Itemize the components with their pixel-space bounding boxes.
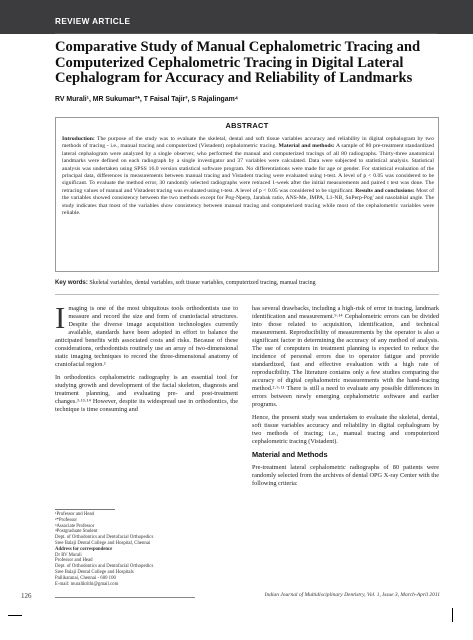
footnote-affiliation-3: ³Associate Professor xyxy=(55,523,95,529)
intro-paragraph-2: In orthodontics cephalometric radiography is an essential tool for studying growth and development of the facial skeleton, diagnosis and treatment planning, and evaluating pre- and post-treatment changes.³·¹³·¹⁴ However, despite its widespread use in orthodontics, the technique is time consuming and xyxy=(55,374,238,413)
footnote-affiliation-1: ¹Professor and Head xyxy=(55,512,95,517)
keywords-rule xyxy=(55,294,439,295)
correspondence-label: Address for correspondence xyxy=(55,546,113,552)
keywords xyxy=(55,279,439,288)
footer-rule xyxy=(55,597,195,598)
abstract-methods-text: A sample of 80 pre-treatment standardized lateral cephalogram were analyzed by a single observer, who performed the manual and computerized tracings of all 80 radiographs. Thirty-three anatomical landmarks were defined on each radiograph by a single investigator and 37 variables were calculated. Data were subjected to statistical analysis. Statistical analysis was undertaken using SPSS 16.0 version statistical software program. No differentiations were made for age or gender. For statistical evaluation of the principal data, differences in measurements between manual tracing and Vistadent tracing were evaluated using t-test. A level of p < 0.05 was considered to be significant. To evaluate the method error, 30 randomly selected radiographs were retraced 1-week after the initial measurements and paired t test was done. The retracing values of manual and Vistadent tracing was evaluated using t-test. A level of p < 0.05 was considered to be significant. xyxy=(62,143,435,194)
abstract-methods-label: Material and methods: xyxy=(278,143,335,150)
intro-paragraph-1 xyxy=(55,300,238,369)
page-number: 126 xyxy=(21,592,32,600)
article-authors: RV Murali¹, MR Sukumar²*, T Faisal Tajir³, S Rajalingam⁴ xyxy=(55,96,239,103)
abstract-intro-text: The purpose of the study was to evaluate the skeletal, dental and soft tissue variables accuracy and reliability in digital cephalogram by two methods of tracing - i.e., manual tracing and computerized (Vistadent) cephalometric tracing. xyxy=(62,136,434,150)
article-title: Comparative Study of Manual Cephalometric Tracing and Computerized Cephalometric Tracing in Digital Lateral Cephalogram for Accuracy and Reliability of Landmarks xyxy=(55,39,421,87)
drop-cap: I xyxy=(55,300,66,335)
abstract-results-label: Results and conclusions: xyxy=(355,187,415,194)
intro-paragraph-1-text: maging is one of the most ubiquitous tools orthodontists use to measure and record the size and form of craniofacial structures. Despite the diverse image acquisition technologies currently available, standards have been adopted in effort to balance the anticipated benefits with associated costs and risks. Because of these considerations, orthodontists routinely use an array of two-dimensional static imaging techniques to record the three-dimensional anatomy of craniofacial region.¹ xyxy=(55,305,238,368)
abstract-results-text: Most of the variables showed consistency between the two methods except for Pog-Nperp, Jarabak ratio, ANS-Me, IMPA, L1-NB, SnPerp-Pog' and nasolabial angle. The study indicates that most of the variables show consistency between manual tracing and computerized tracing while most of the cephalometric variables were reliable. xyxy=(62,187,435,217)
footnote-affiliation-2: ²*Professor xyxy=(55,517,77,523)
correspondence-email: E-mail: muralikrithi@gmail.com xyxy=(55,581,119,587)
footer-journal: Indian Journal of Multidisciplinary Dentistry, Vol. 1, Issue 3, March-April 2011 xyxy=(264,592,440,598)
correspondence-name: Dr RV Murali xyxy=(55,552,82,558)
footnote-institution: Sree Balaji Dental College and Hospital, Chennai xyxy=(55,540,151,546)
correspondence-institution: Sree Balaji Dental College and Hospitals xyxy=(55,569,134,575)
footnote-rule xyxy=(55,509,115,510)
abstract-intro-label: Introduction: xyxy=(62,136,95,142)
article-type-label: REVIEW ARTICLE xyxy=(55,17,131,26)
footnote-affiliation-4: ⁴Postgraduate Student xyxy=(55,529,98,535)
abstract-body xyxy=(62,136,434,217)
footnote-department: Dept. of Orthodontics and Dentofacial Orthopedics xyxy=(55,535,154,541)
correspondence-address: Pallikaranai, Chennai - 600 100 xyxy=(55,575,116,581)
body-paragraph-3: Pre-treatment lateral cephalometric radiographs of 80 patients were randomly selected from the archives of dental OPG X-ray Center with the following criteria: xyxy=(252,464,439,487)
keywords-label: Key words: xyxy=(55,279,88,286)
correspondence-title: Professor and Head xyxy=(55,558,93,564)
methods-heading: Material and Methods xyxy=(252,450,328,459)
correspondence-department: Dept. of Orthodontics and Dentofacial Orthopedics xyxy=(55,564,154,570)
abstract-box xyxy=(55,117,439,272)
body-paragraph-2: Hence, the present study was undertaken to evaluate the skeletal, dental, soft tissue variables accuracy and reliability in digital cephalogram by two methods of tracing; i.e., manual tracing and computerized cephalometric tracing (Vistadent). xyxy=(252,414,439,445)
abstract-heading: ABSTRACT xyxy=(225,121,269,130)
body-paragraph-1: has several drawbacks, including a high-risk of error in tracing, landmark identification and measurement.⁹·¹⁴ Cephalometric errors can be divided into those related to acquisition, identification, and technical measurement. Reproducibility of measurements by the operator is also a significant factor in determining the accuracy of any method of analysis. The use of computers in treatment planning is expected to reduce the incidence of personal errors due to operator fatigue and provide standardized, fast and effective evaluation with a high rate of reproducibility. The literature contains only a few studies comparing the accuracy of digital cephalometric measurements with the hand-tracing method.²·⁶·¹¹ There is still a need to evaluate any possible differences in errors between newly emerging cephalometric software and earlier programs. xyxy=(252,305,439,408)
crop-mark-bottom-right xyxy=(452,608,453,622)
footnotes xyxy=(55,512,238,587)
keywords-text: Skeletal variables, dental variables, soft tissue variables, computerized tracing, manual tracing xyxy=(87,280,316,286)
right-column xyxy=(252,305,439,493)
crop-mark-bottom-left xyxy=(8,615,22,616)
article-type-band xyxy=(0,0,473,34)
title-rule xyxy=(55,33,437,34)
left-column xyxy=(55,300,238,419)
